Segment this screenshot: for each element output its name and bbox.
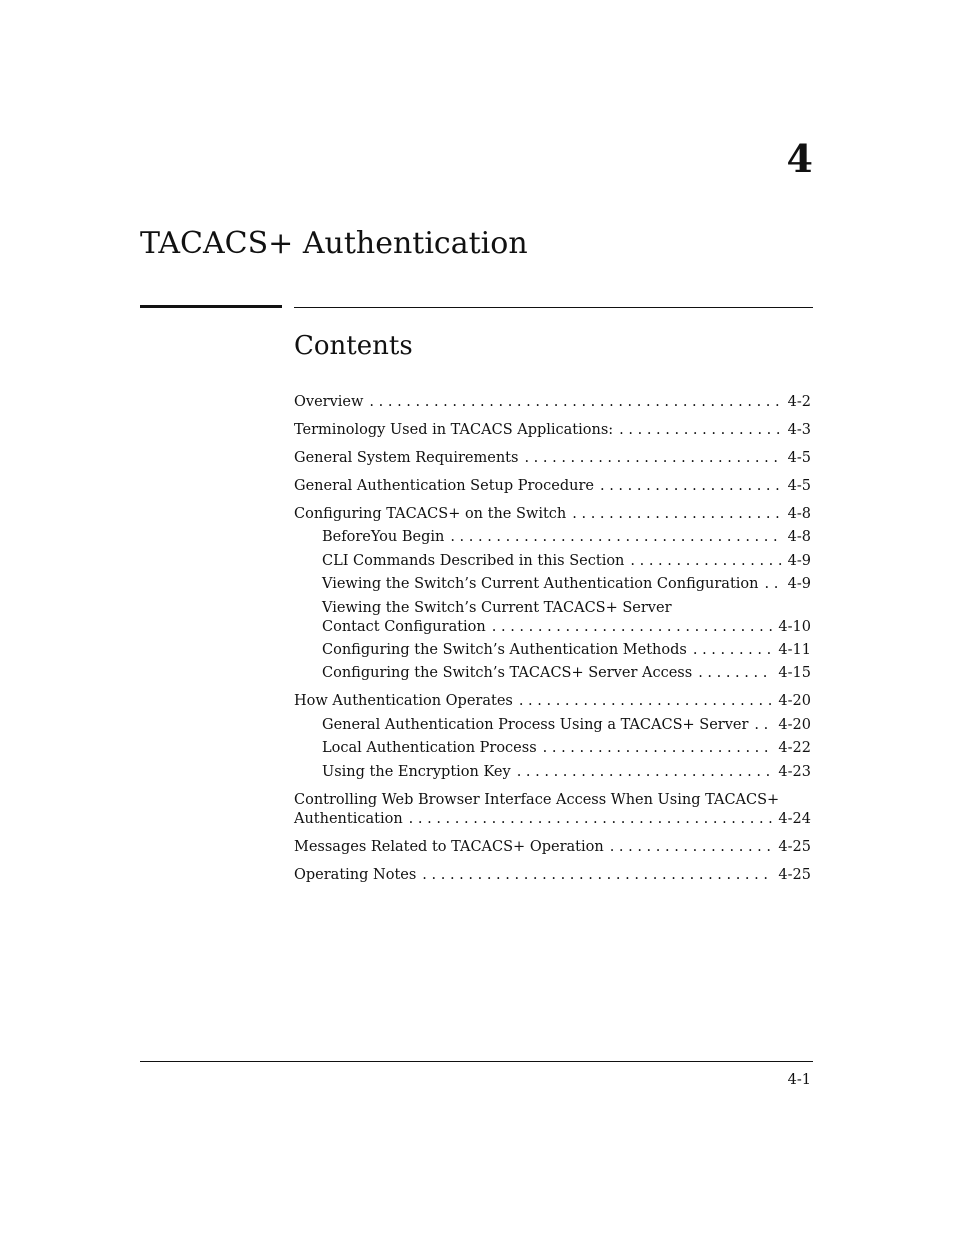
toc-entry-label: General Authentication Setup Procedure	[294, 478, 594, 494]
toc-dot-leader	[422, 866, 772, 885]
toc-dot-leader	[764, 575, 781, 594]
contents-heading: Contents	[294, 331, 413, 361]
footer-page-number: 4-1	[787, 1072, 811, 1088]
toc-entry[interactable]	[294, 552, 811, 571]
toc-dot-leader	[492, 618, 773, 637]
toc-dot-leader	[754, 716, 772, 735]
toc-entry-label: Local Authentication Process	[322, 740, 537, 757]
toc-entry-label: Authentication	[294, 810, 403, 827]
chapter-number: 4	[786, 136, 813, 181]
toc-entry[interactable]	[294, 866, 811, 885]
toc-entry-page: 4-11	[778, 641, 811, 658]
toc-entry-page: 4-25	[778, 838, 811, 855]
toc-entry[interactable]	[294, 505, 811, 524]
toc-entry-label: Operating Notes	[294, 866, 417, 883]
toc-entry-page: 4-9	[787, 576, 811, 593]
toc-dot-leader	[409, 810, 773, 829]
toc-entry-page: 4-15	[778, 665, 811, 682]
toc-entry-label: Configuring the Switch’s Authentication Methods	[322, 641, 687, 658]
toc-entry-label: General System Requirements	[294, 450, 519, 466]
toc-entry-page: 4-5	[787, 478, 811, 494]
toc-entry-page: 4-24	[778, 810, 811, 827]
toc-entry[interactable]	[294, 838, 811, 857]
toc-entry[interactable]	[294, 763, 811, 782]
toc-dot-leader	[369, 393, 781, 412]
toc-entry[interactable]	[294, 664, 811, 683]
toc-entry-page: 4-8	[787, 529, 811, 546]
toc-dot-leader	[600, 477, 782, 496]
toc-entry[interactable]	[294, 716, 811, 735]
toc-dot-leader	[610, 838, 773, 857]
toc-entry[interactable]	[294, 393, 811, 412]
footer-rule	[140, 1061, 813, 1062]
toc-entry-label: Viewing the Switch’s Current Authentication Configuration	[322, 576, 759, 593]
toc-entry-page: 4-23	[778, 763, 811, 780]
toc-entry[interactable]	[294, 739, 811, 758]
toc-entry-label: Terminology Used in TACACS Applications:	[294, 422, 614, 438]
toc-entry[interactable]	[294, 599, 811, 637]
toc-entry[interactable]	[294, 692, 811, 711]
toc-entry[interactable]	[294, 575, 811, 594]
toc-entry[interactable]	[294, 421, 811, 440]
toc-entry-label-line1: Viewing the Switch’s Current TACACS+ Server	[322, 599, 672, 616]
toc-dot-leader	[450, 528, 781, 547]
toc-entry-label: How Authentication Operates	[294, 693, 513, 710]
toc-entry-label-line1: Controlling Web Browser Interface Access When Using TACACS+	[294, 791, 780, 808]
header-rule-thick	[140, 305, 282, 308]
toc-entry-page: 4-25	[778, 866, 811, 883]
toc-dot-leader	[524, 449, 781, 468]
toc-dot-leader	[519, 692, 773, 711]
toc-entry-page: 4-10	[778, 618, 811, 635]
toc-entry-page: 4-5	[787, 450, 811, 466]
toc-dot-leader	[543, 739, 773, 758]
chapter-title: TACACS+ Authentication	[140, 226, 528, 261]
toc-entry-label: BeforeYou Begin	[322, 529, 445, 546]
toc-entry-label: CLI Commands Described in this Section	[322, 552, 625, 569]
toc-entry[interactable]	[294, 528, 811, 547]
table-of-contents	[294, 393, 811, 885]
toc-entry[interactable]	[294, 477, 811, 496]
toc-entry[interactable]	[294, 791, 811, 829]
toc-entry-page: 4-8	[787, 506, 811, 522]
toc-entry[interactable]	[294, 449, 811, 468]
toc-dot-leader	[572, 505, 781, 524]
toc-entry-label: Using the Encryption Key	[322, 763, 511, 780]
toc-entry-label: Messages Related to TACACS+ Operation	[294, 838, 604, 855]
toc-entry-label: Configuring TACACS+ on the Switch	[294, 506, 567, 522]
toc-entry-page: 4-2	[787, 394, 811, 410]
toc-entry-label: General Authentication Process Using a TACACS+ Server	[322, 716, 749, 733]
toc-entry-page: 4-22	[778, 740, 811, 757]
toc-entry-page: 4-9	[787, 552, 811, 569]
toc-entry-label: Overview	[294, 394, 364, 410]
toc-dot-leader	[630, 552, 781, 571]
toc-entry-label: Configuring the Switch’s TACACS+ Server Access	[322, 665, 693, 682]
toc-entry-label: Contact Configuration	[322, 618, 486, 635]
toc-dot-leader	[619, 421, 781, 440]
toc-dot-leader	[693, 641, 773, 660]
header-rule-thin	[294, 307, 813, 308]
toc-entry-page: 4-3	[787, 422, 811, 438]
toc-dot-leader	[517, 763, 773, 782]
toc-entry-page: 4-20	[778, 693, 811, 710]
toc-entry[interactable]	[294, 641, 811, 660]
toc-entry-page: 4-20	[778, 716, 811, 733]
toc-dot-leader	[698, 664, 772, 683]
